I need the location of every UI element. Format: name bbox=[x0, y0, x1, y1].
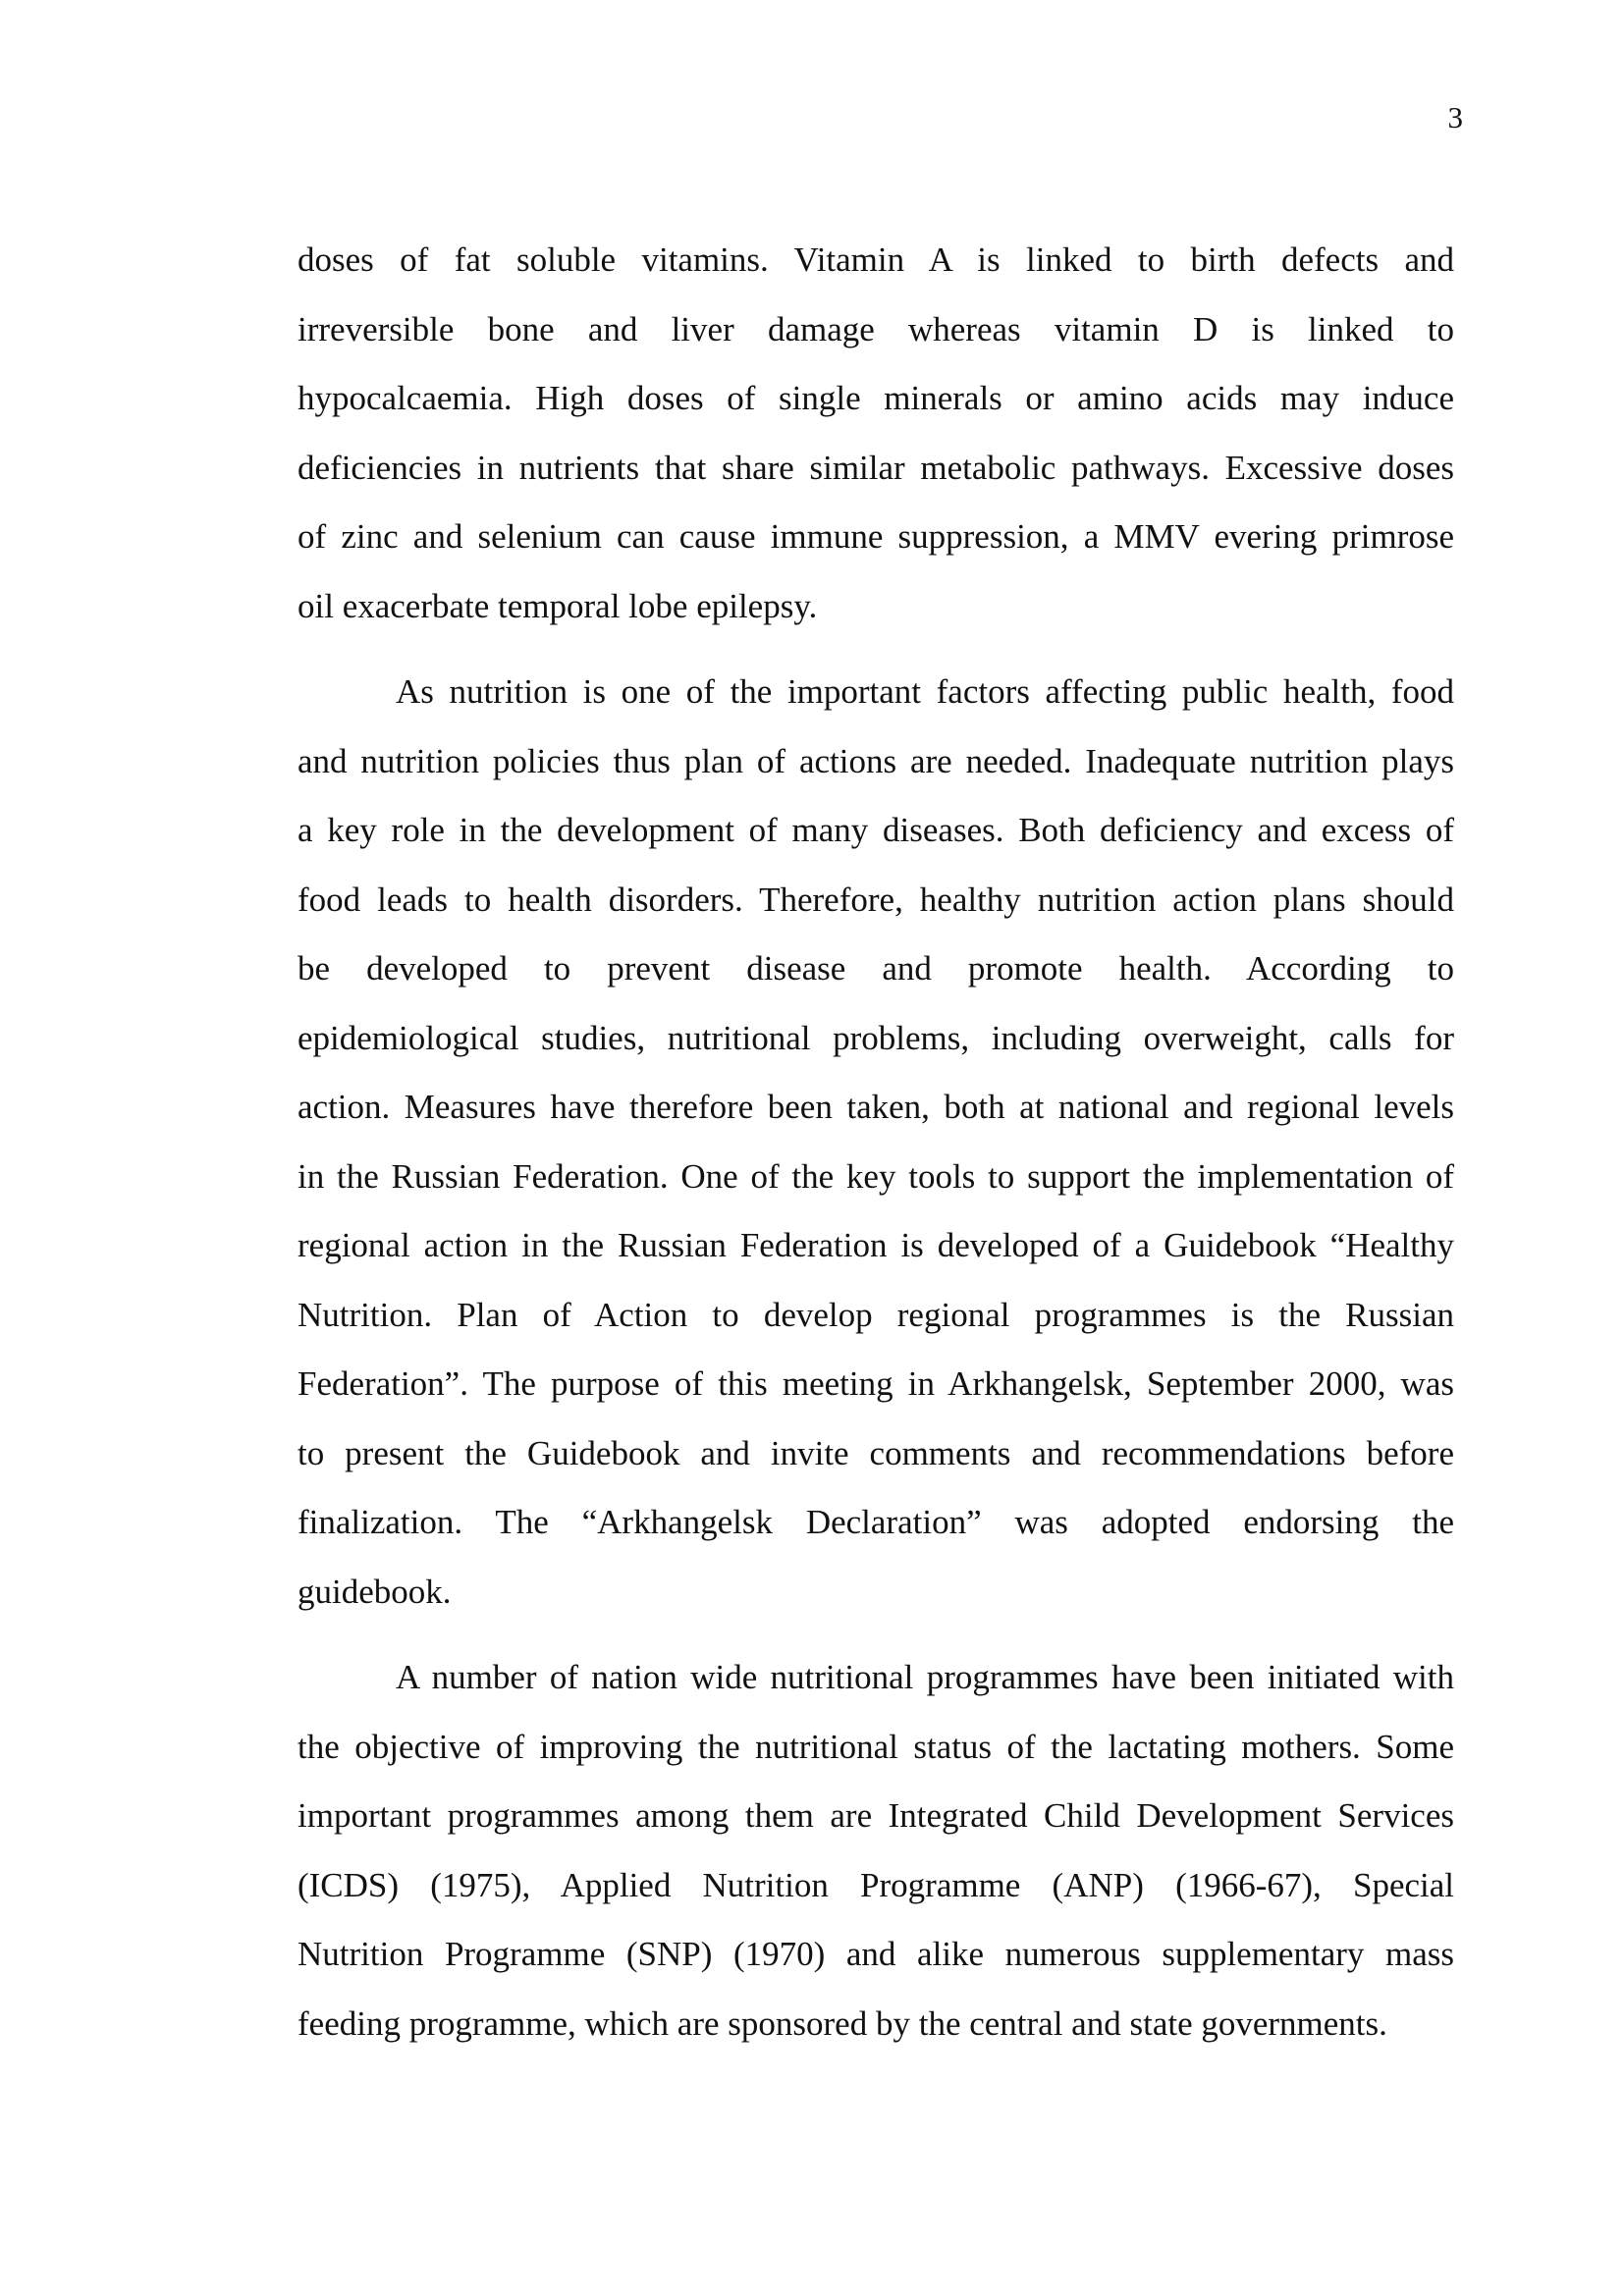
paragraph-line: A number of nation wide nutritional programmes have been initiated with bbox=[396, 1658, 1454, 1696]
paragraph-line: the objective of improving the nutritional status of the lactating mothers. Some bbox=[298, 1727, 1454, 1766]
paragraph-line: deficiencies in nutrients that share similar metabolic pathways. Excessive doses bbox=[298, 448, 1454, 487]
paragraph-line: Nutrition Programme (SNP) (1970) and alike numerous supplementary mass bbox=[298, 1935, 1454, 1973]
paragraph-line: epidemiological studies, nutritional problems, including overweight, calls for bbox=[298, 1018, 1454, 1057]
paragraph-line: Federation”. The purpose of this meeting in Arkhangelsk, September 2000, was bbox=[298, 1364, 1454, 1403]
paragraph-line: regional action in the Russian Federation is developed of a Guidebook “Healthy bbox=[298, 1226, 1454, 1264]
paragraph-line: finalization. The “Arkhangelsk Declaration” was adopted endorsing the bbox=[298, 1503, 1454, 1541]
paragraph-line: and nutrition policies thus plan of actions are needed. Inadequate nutrition plays bbox=[298, 741, 1454, 780]
paragraph-line: Nutrition. Plan of Action to develop regional programmes is the Russian bbox=[298, 1295, 1454, 1334]
paragraph-line: action. Measures have therefore been taken, both at national and regional levels bbox=[298, 1088, 1454, 1126]
paragraph-3 bbox=[298, 1643, 1454, 2058]
paragraph-line: a key role in the development of many diseases. Both deficiency and excess of bbox=[298, 811, 1454, 849]
paragraph-line: to present the Guidebook and invite comments and recommendations before bbox=[298, 1433, 1454, 1472]
paragraph-line: doses of fat soluble vitamins. Vitamin A is linked to birth defects and bbox=[298, 240, 1454, 279]
paragraph-line: food leads to health disorders. Therefore, healthy nutrition action plans should bbox=[298, 880, 1454, 919]
paragraph-line: be developed to prevent disease and promote health. According to bbox=[298, 949, 1454, 988]
paragraph-1 bbox=[298, 226, 1454, 641]
paragraph-line: (ICDS) (1975), Applied Nutrition Programme (ANP) (1966-67), Special bbox=[298, 1865, 1454, 1904]
paragraph-line: important programmes among them are Integrated Child Development Services bbox=[298, 1796, 1454, 1835]
paragraph-line: in the Russian Federation. One of the key tools to support the implementation of bbox=[298, 1156, 1454, 1196]
page-number: 3 bbox=[1447, 100, 1463, 134]
paragraph-line: As nutrition is one of the important factors affecting public health, food bbox=[396, 672, 1454, 711]
body-text bbox=[298, 226, 1454, 2058]
paragraph-2 bbox=[298, 658, 1454, 1627]
paragraph-line: oil exacerbate temporal lobe epilepsy. bbox=[298, 586, 818, 625]
paragraph-line: hypocalcaemia. High doses of single minerals or amino acids may induce bbox=[298, 379, 1454, 417]
paragraph-line: guidebook. bbox=[298, 1572, 452, 1611]
paragraph-line: of zinc and selenium can cause immune suppression, a MMV evering primrose bbox=[298, 517, 1454, 556]
paragraph-line: feeding programme, which are sponsored by the central and state governments. bbox=[298, 2003, 1387, 2043]
paragraph-line: irreversible bone and liver damage whereas vitamin D is linked to bbox=[298, 309, 1454, 348]
